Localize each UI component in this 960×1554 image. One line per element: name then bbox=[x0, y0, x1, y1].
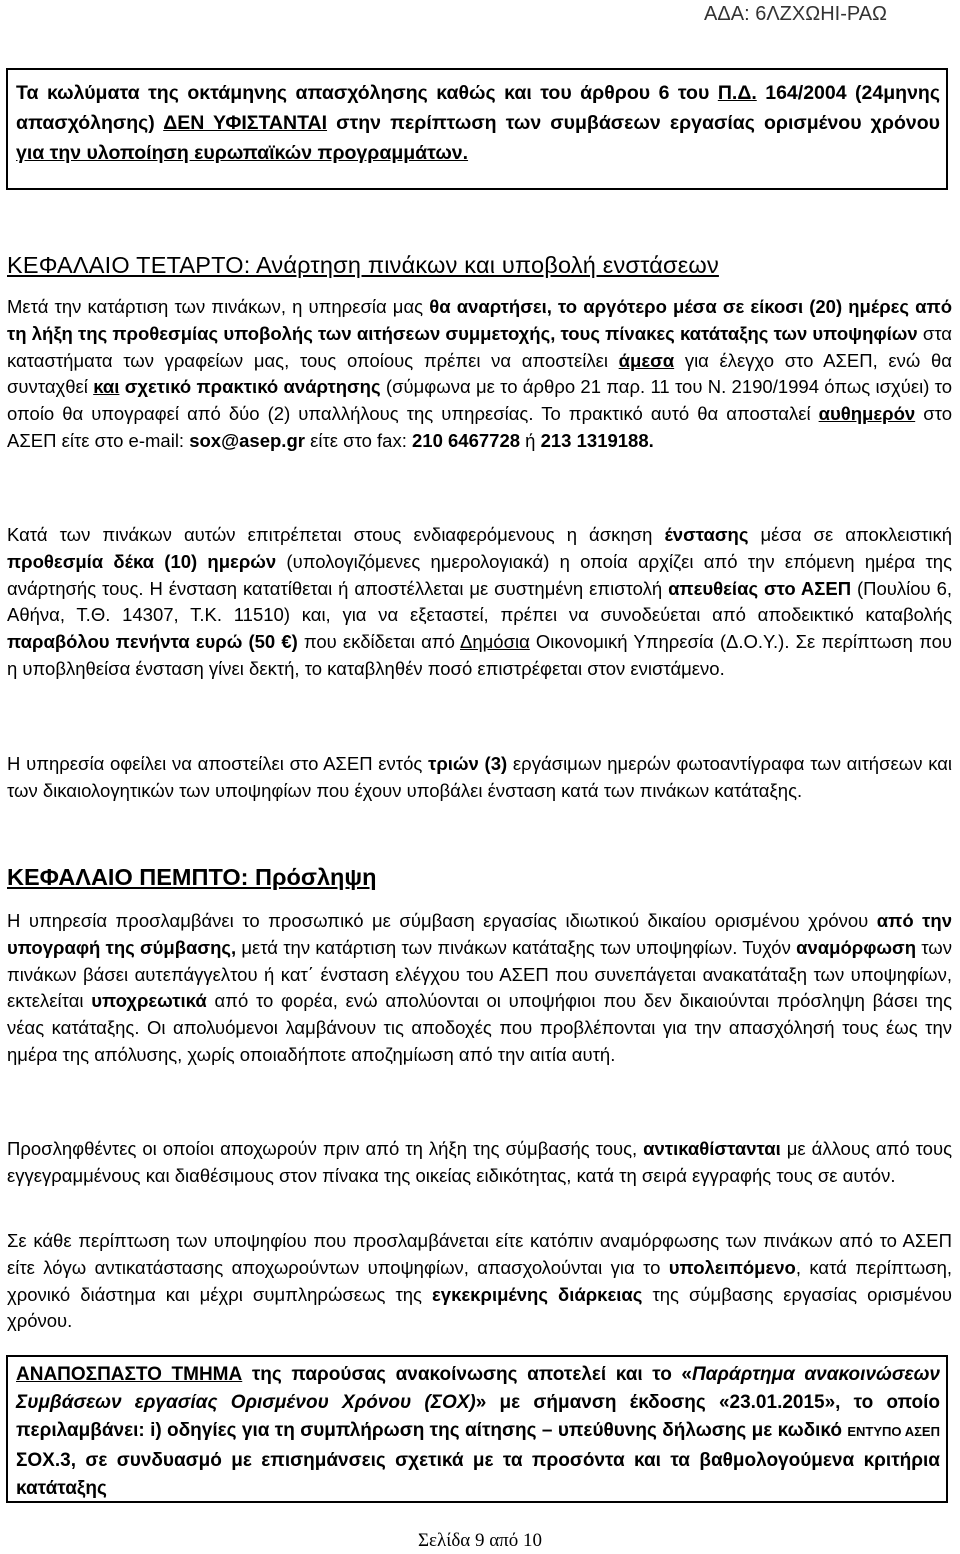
chapter5-paragraph-2: Προσληφθέντες οι οποίοι αποχωρούν πριν από τη λήξη της σύμβασής τους, αντικαθίστανται με άλλους από τους εγγεγραμμένους και διαθέσιμους στον πίνακα της οικείας ειδικότητας, κατά τη σειρά εγγραφής τους σε αυτόν. bbox=[7, 1138, 952, 1186]
chapter5-paragraph-1: Η υπηρεσία προσλαμβάνει το προσωπικό με σύμβαση εργασίας ιδιωτικού δικαίου ορισμένου χρόνου από την υπογραφή της σύμβασης, μετά την κατάρτιση των πινάκων κατάταξης των υποψηφίων. Τυχόν αναμόρφωση των πινάκων βάσει αυτεπάγγελτου ή κατ΄ ένσταση ελέγχου του ΑΣΕΠ που συνεπάγεται ανακατάταξη των υποψηφίων, εκτελείται υποχρεωτικά από το φορέα, ενώ απολύονται οι υποψήφιοι που δεν δικαιούνται πρόσληψη βάσει της νέας κατάταξης. Οι απολυόμενοι λαμβάνουν τις αποδοχές που προβλέπονται για την απασχόλησή τους έως την ημέρα της απόλυσης, χωρίς οποιαδήποτε αποζημίωση από την αιτία αυτή. bbox=[7, 910, 952, 1065]
chapter4-paragraph-3: Η υπηρεσία οφείλει να αποστείλει στο ΑΣΕΠ εντός τριών (3) εργάσιμων ημερών φωτοαντίγραφα των αιτήσεων και των δικαιολογητικών των υποψηφίων που έχουν υποβάλει ένσταση κατά των πινάκων κατάταξης. bbox=[7, 753, 953, 801]
notice-text: Τα κωλύματα της οκτάμηνης απασχόλησης καθώς και του άρθρου 6 του Π.Δ. 164/2004 (24μηνης απασχόλησης) ΔΕΝ ΥΦΙΣΤΑΝΤΑΙ στην περίπτωση των συμβάσεων εργασίας ορισμένου χρόνου για την υλοποίηση ευρωπαϊκών προγραμμάτων. bbox=[16, 82, 940, 164]
chapter5-paragraph-3: Σε κάθε περίπτωση των υποψηφίου που προσλαμβάνεται είτε κατόπιν αναμόρφωσης των πινάκων από το ΑΣΕΠ είτε λόγω αντικατάστασης αποχωρούντων υποψηφίων, απασχολούνται για το υπολειπόμενο, κατά περίπτωση, χρονικό διάστημα και μέχρι συμπληρώσεως της εγκεκριμένης διάρκειας της σύμβασης εργασίας ορισμένου χρόνου. bbox=[7, 1230, 952, 1332]
ada-code: ΑΔΑ: 6ΛΖΧΩΗΙ-ΡΑΩ bbox=[704, 3, 887, 25]
chapter4-paragraph-1: Μετά την κατάρτιση των πινάκων, η υπηρεσία μας θα αναρτήσει, το αργότερο μέσα σε είκοσι (20) ημέρες από τη λήξη της προθεσμίας υποβολής των αιτήσεων συμμετοχής, τους πίνακες κατάταξης των υποψηφίων στα καταστήματα των γραφείων μας, τους οποίους πρέπει να αποστείλει άμεσα για έλεγχο στο ΑΣΕΠ, ενώ θα συνταχθεί και σχετικό πρακτικό ανάρτησης (σύμφωνα με το άρθρο 21 παρ. 11 του Ν. 2190/1994 όπως ισχύει) το οποίο θα υπογραφεί από δύο (2) υπαλλήλους της υπηρεσίας. Το πρακτικό αυτό θα αποσταλεί αυθημερόν στο ΑΣΕΠ είτε στο e-mail: sox@asep.gr είτε στο fax: 210 6467728 ή 213 1319188. bbox=[7, 296, 953, 451]
chapter4-title: ΚΕΦΑΛΑΙΟ ΤΕΤΑΡΤΟ: Ανάρτηση πινάκων και υποβολή ενστάσεων bbox=[7, 252, 719, 278]
appendix-notice-text: ΑΝΑΠΟΣΠΑΣΤΟ ΤΜΗΜΑ της παρούσας ανακοίνωσης αποτελεί και το «Παράρτημα ανακοινώσεων Συμβάσεων εργασίας Ορισμένου Χρόνου (ΣΟΧ)» με σήμανση έκδοσης «23.01.2015», το οποίο περιλαμβάνει: i) οδηγίες για τη συμπλήρωση της αίτησης – υπεύθυνης δήλωσης με κωδικό ΕΝΤΥΠΟ ΑΣΕΠ ΣΟΧ.3, σε συνδυασμό με επισημάνσεις σχετικά με τα προσόντα και τα βαθμολογούμενα κριτήρια κατάταξης bbox=[16, 1364, 940, 1499]
notice-box-bottom bbox=[6, 1355, 948, 1503]
chapter4-paragraph-2: Κατά των πινάκων αυτών επιτρέπεται στους ενδιαφερόμενους η άσκηση ένστασης μέσα σε αποκλειστική προθεσμία δέκα (10) ημερών (υπολογιζόμενες ημερολογιακά) η οποία αρχίζει από την επόμενη ημέρα της ανάρτησής τους. Η ένσταση κατατίθεται ή αποστέλλεται με συστημένη επιστολή απευθείας στο ΑΣΕΠ (Πουλίου 6, Αθήνα, Τ.Θ. 14307, Τ.Κ. 11510) και, για να εξεταστεί, πρέπει να συνοδεύεται από αποδεικτικό καταβολής παραβόλου πενήντα ευρώ (50 €) που εκδίδεται από Δημόσια Οικονομική Υπηρεσία (Δ.Ο.Υ.). Σε περίπτωση που η υποβληθείσα ένσταση γίνει δεκτή, το καταβληθέν ποσό επιστρέφεται στον ενιστάμενο. bbox=[7, 524, 953, 679]
page-number: Σελίδα 9 από 10 bbox=[417, 1530, 543, 1551]
chapter5-title: ΚΕΦΑΛΑΙΟ ΠΕΜΠΤΟ: Πρόσληψη bbox=[7, 864, 377, 890]
notice-box-top bbox=[6, 68, 948, 190]
